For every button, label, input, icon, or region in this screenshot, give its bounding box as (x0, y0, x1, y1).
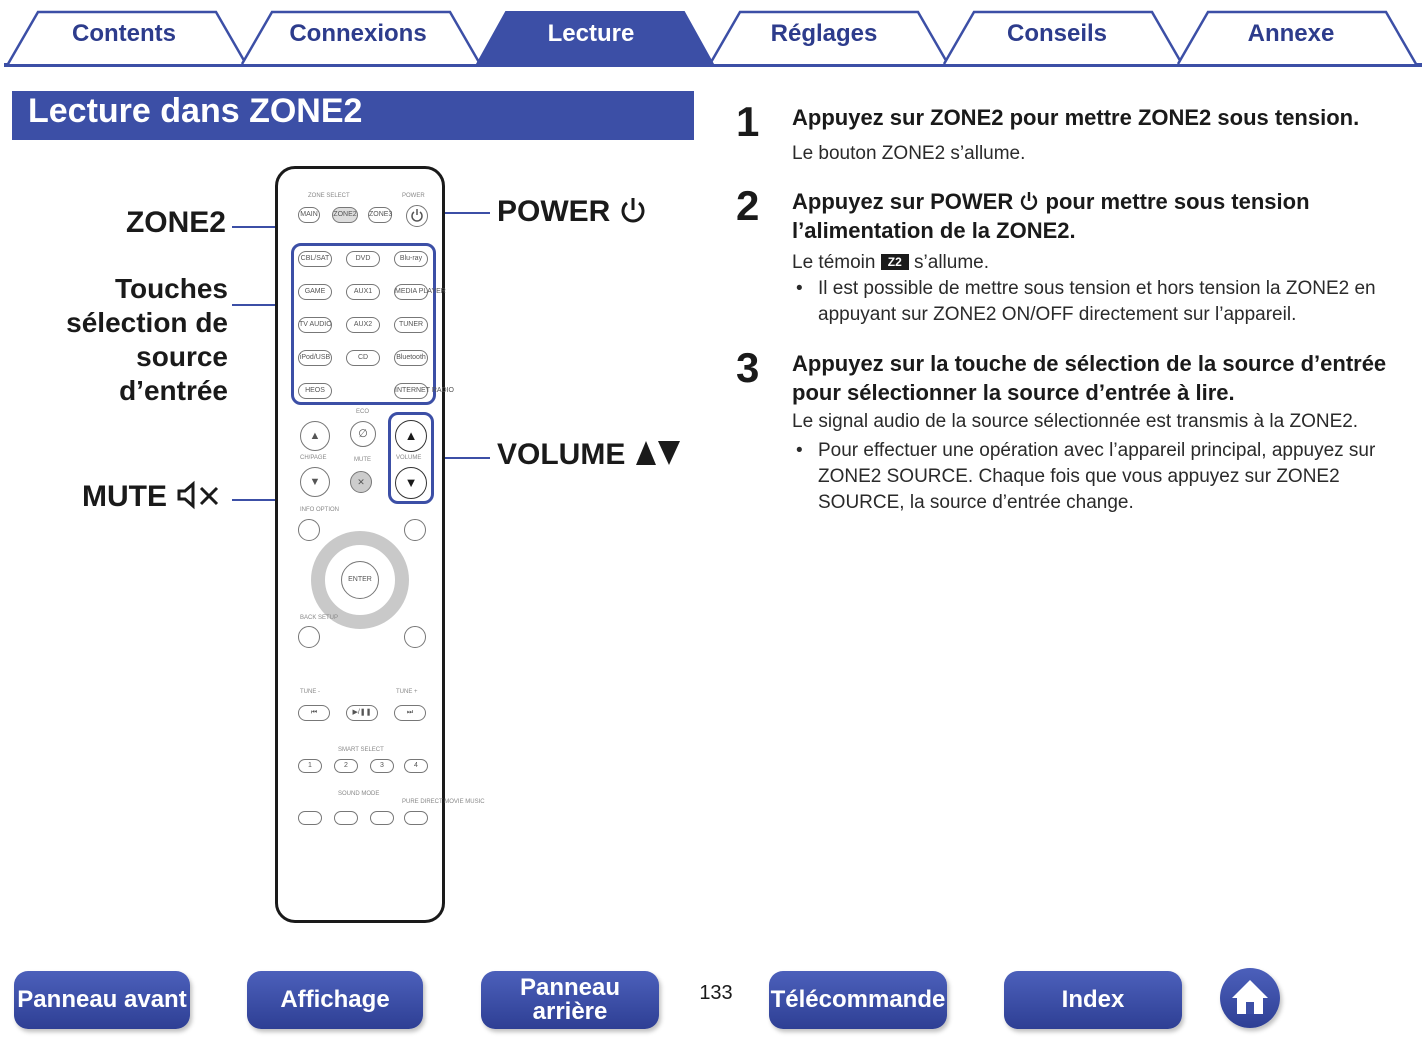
callout-mute (82, 480, 223, 514)
callout-touches (20, 272, 228, 408)
step-3-number: 3 (736, 344, 760, 391)
nav-button-index[interactable]: Index (1004, 971, 1182, 1029)
tab-contents[interactable]: Contents (72, 20, 176, 47)
power-icon (1019, 191, 1039, 211)
mute-button[interactable]: ✕ (350, 471, 372, 493)
volume-up-down-icon (634, 439, 682, 467)
remote-label-tune-plus: TUNE + (396, 689, 418, 695)
step-3-title: Appuyez sur la touche de sélection de la source d’entrée pour sélectionner la source d’entrée à lire. (792, 351, 1387, 405)
main-button[interactable]: MAIN (298, 207, 320, 223)
back-button[interactable] (298, 626, 320, 648)
remote-label-tune-minus: TUNE - (300, 689, 320, 695)
remote-label-eco: ECO (356, 409, 370, 415)
sound-mode-button[interactable] (298, 811, 322, 825)
remote-label-power: POWER (402, 193, 425, 199)
sound-mode-button[interactable] (404, 811, 428, 825)
source-button[interactable]: GAME (298, 284, 332, 300)
next-button[interactable]: ⏭ (394, 705, 426, 721)
step-1-text: Le bouton ZONE2 s’allume. (792, 143, 1026, 164)
remote-label-ch-page: CH/PAGE (300, 455, 327, 461)
remote-control (275, 166, 485, 923)
step-2-number: 2 (736, 182, 760, 229)
step-3-text: Le signal audio de la source sélectionnée est transmis à la ZONE2. (792, 411, 1359, 432)
step-2-title (792, 187, 1412, 245)
zone3-button[interactable]: ZONE3 (368, 207, 392, 223)
ch-page-down-button[interactable]: ▼ (300, 467, 330, 497)
zone2-button[interactable]: ZONE2 (332, 207, 358, 223)
callout-volume-label: VOLUME (497, 438, 626, 471)
source-button[interactable]: TUNER (394, 317, 428, 333)
source-button[interactable]: INTERNET RADIO (394, 383, 428, 399)
source-button[interactable]: AUX1 (346, 284, 380, 300)
play-pause-button[interactable]: ▶/❚❚ (346, 705, 378, 721)
mute-icon (175, 480, 223, 510)
callout-power (497, 195, 647, 229)
z2-indicator-badge: Z2 (881, 254, 909, 270)
callout-zone2: ZONE2 (125, 206, 226, 239)
info-button[interactable] (298, 519, 320, 541)
remote-label-smart-select: SMART SELECT (338, 747, 384, 753)
callout-touches-line: sélection de (66, 307, 228, 338)
source-button[interactable]: AUX2 (346, 317, 380, 333)
volume-up-button[interactable]: ▲ (395, 420, 427, 452)
nav-button-telecommande[interactable]: Télécommande (769, 971, 947, 1029)
smart-select-button[interactable]: 4 (404, 759, 428, 773)
power-button[interactable] (406, 205, 428, 227)
nav-button-label: Panneau arrière (519, 974, 621, 1025)
callout-touches-line: Touches (114, 273, 228, 304)
smart-select-button[interactable]: 3 (370, 759, 394, 773)
ch-page-up-button[interactable]: ▲ (300, 421, 330, 451)
home-icon (1220, 968, 1280, 1028)
tab-lecture[interactable]: Lecture (547, 20, 635, 47)
tab-conseils[interactable]: Conseils (1006, 20, 1108, 47)
nav-button-affichage[interactable]: Affichage (247, 971, 423, 1029)
remote-label-zone-select: ZONE SELECT (308, 193, 350, 199)
step-2-title-part: Appuyez sur POWER (792, 189, 1014, 214)
remote-label-mute: MUTE (354, 457, 371, 463)
step-1-title: Appuyez sur ZONE2 pour mettre ZONE2 sous tension. (792, 105, 1360, 130)
nav-button-panneau-arriere[interactable] (481, 971, 659, 1029)
volume-down-button[interactable]: ▼ (395, 467, 427, 499)
sound-mode-button[interactable] (370, 811, 394, 825)
step-2-title-part: l’alimentation de la ZONE2. (792, 218, 1076, 243)
eco-button[interactable]: ∅ (350, 421, 376, 447)
source-button[interactable]: MEDIA PLAYER (394, 284, 428, 300)
source-button[interactable]: Bluetooth (394, 350, 428, 366)
setup-button[interactable] (404, 626, 426, 648)
nav-button-panneau-avant[interactable]: Panneau avant (14, 971, 190, 1029)
power-icon (410, 208, 424, 222)
previous-button[interactable]: ⏮ (298, 705, 330, 721)
home-button[interactable] (1220, 968, 1280, 1028)
tab-annexe[interactable]: Annexe (1247, 20, 1335, 47)
source-button[interactable]: DVD (346, 251, 380, 267)
remote-label-pure-direct: PURE DIRECT MOVIE MUSIC (402, 799, 485, 805)
remote-label-back: BACK SETUP (300, 615, 339, 621)
source-button[interactable]: HEOS (298, 383, 332, 399)
step-2-text-part: s’allume. (914, 252, 990, 273)
page-title: Lecture dans ZONE2 (12, 91, 694, 140)
callout-mute-label: MUTE (82, 480, 167, 513)
remote-label-info: INFO OPTION (300, 507, 339, 513)
step-2-text-part: Le témoin (792, 252, 876, 273)
tab-reglages[interactable]: Réglages (770, 20, 878, 47)
source-button[interactable]: Blu-ray (394, 251, 428, 267)
callout-touches-line: d’entrée (119, 375, 228, 406)
step-2-title-part: pour mettre sous tension (1045, 189, 1310, 214)
page-number: 133 (699, 982, 733, 1004)
source-button[interactable]: CBL/SAT (298, 251, 332, 267)
smart-select-button[interactable]: 2 (334, 759, 358, 773)
option-button[interactable] (404, 519, 426, 541)
enter-button[interactable]: ENTER (341, 561, 379, 599)
step-3-bullet: • Pour effectuer une opération avec l’appareil principal, appuyez sur ZONE2 SOURCE. Chaque fois que vous appuyez sur ZONE2 SOURCE, la source d’entrée change. (796, 438, 1418, 516)
smart-select-button[interactable]: 1 (298, 759, 322, 773)
source-button[interactable]: iPod/USB (298, 350, 332, 366)
callout-power-label: POWER (497, 195, 611, 228)
step-1-number: 1 (736, 98, 760, 145)
sound-mode-button[interactable] (334, 811, 358, 825)
remote-label-sound-mode: SOUND MODE (338, 791, 380, 797)
power-icon (619, 195, 647, 225)
tab-connexions[interactable]: Connexions (289, 20, 427, 47)
step-2-text (792, 250, 1422, 276)
remote-label-volume: VOLUME (396, 455, 422, 461)
callout-touches-line: source (136, 341, 228, 372)
callout-volume (497, 438, 682, 472)
source-button[interactable]: CD (346, 350, 380, 366)
source-button[interactable]: TV AUDIO (298, 317, 332, 333)
step-2-bullet: • Il est possible de mettre sous tension et hors tension la ZONE2 en appuyant sur ZONE2 ON/OFF directement sur l’appareil. (796, 276, 1418, 328)
